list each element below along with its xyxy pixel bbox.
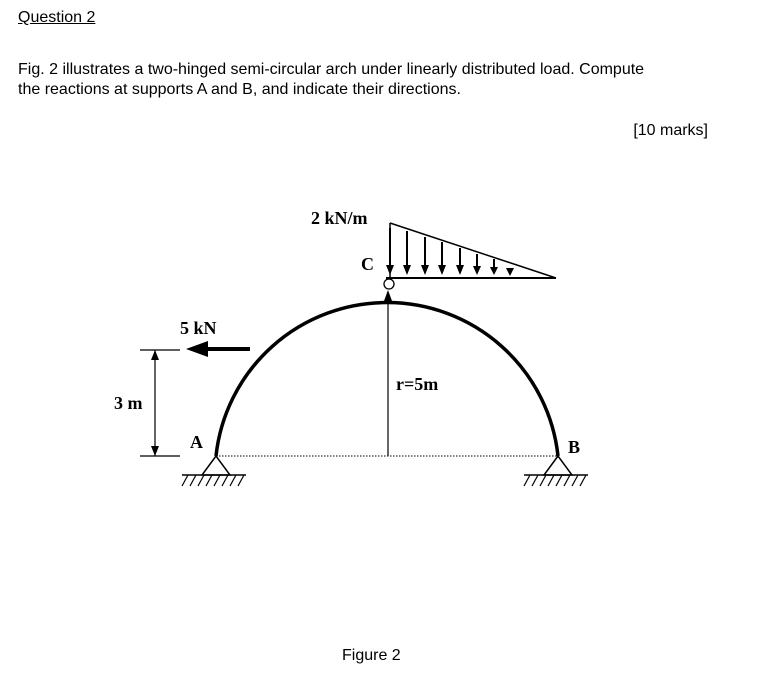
- radius-arrowhead: [384, 290, 392, 301]
- load-top-edge: [390, 223, 556, 278]
- question-text-line-2: the reactions at supports A and B, and indicate their directions.: [18, 81, 461, 98]
- load-arrows: [386, 228, 514, 276]
- marks-label: [10 marks]: [633, 122, 708, 139]
- support-a-label: A: [190, 432, 203, 452]
- radius-label: r=5m: [396, 374, 439, 394]
- support-b: [524, 456, 588, 486]
- question-title: Question 2: [18, 9, 96, 26]
- load-intensity-label: 2 kN/m: [311, 208, 368, 228]
- support-b-label: B: [568, 437, 581, 457]
- question-text-line-1: Fig. 2 illustrates a two-hinged semi-circular arch under linearly distributed load. Compute: [18, 61, 645, 78]
- crown-hinge: [384, 279, 394, 289]
- figure-caption: Figure 2: [342, 647, 401, 664]
- support-a: [182, 456, 246, 486]
- dimension-label: 3 m: [114, 393, 143, 413]
- force-5kn-arrowhead: [186, 341, 208, 357]
- force-label: 5 kN: [180, 318, 217, 338]
- arch-curve: [216, 303, 558, 456]
- crown-label: C: [361, 254, 374, 274]
